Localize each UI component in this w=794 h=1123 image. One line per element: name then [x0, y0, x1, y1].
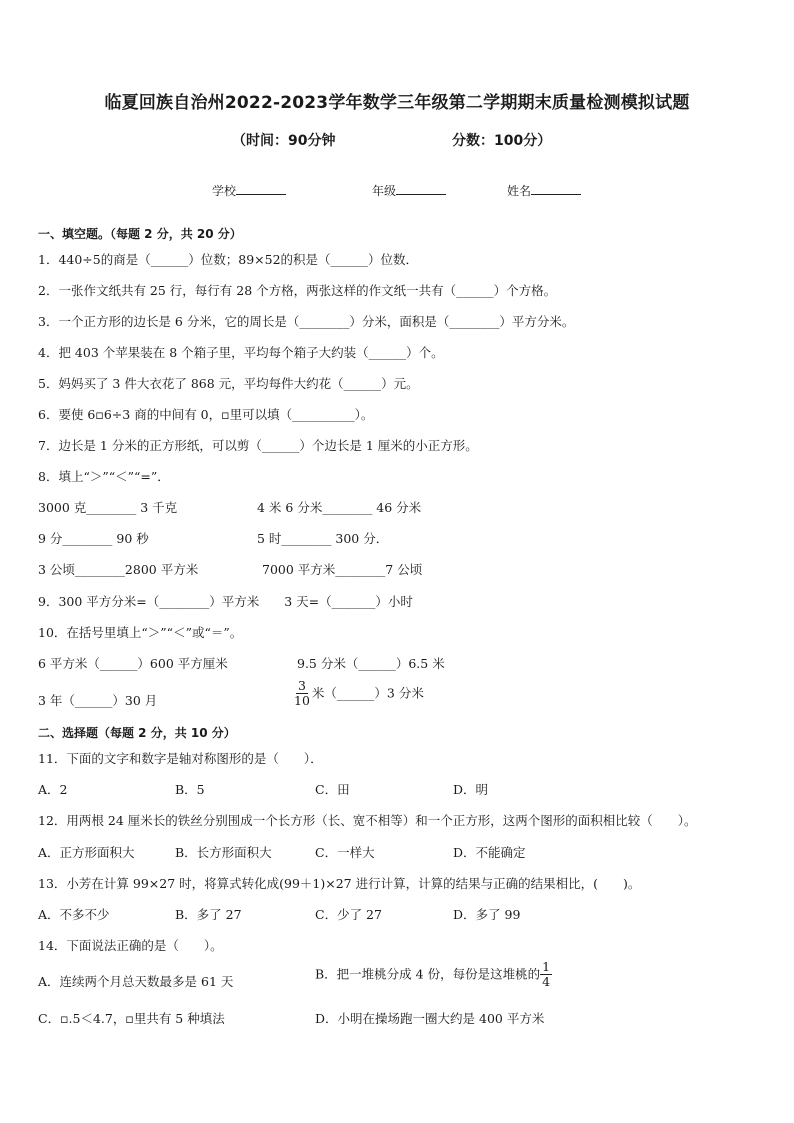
grade-field[interactable]	[372, 182, 446, 199]
question-8: 8．填上“＞”“＜”“=”．	[38, 469, 170, 484]
fraction-1-4	[540, 960, 552, 990]
question-3: 3．一个正方形的边长是 6 分米，它的周长是（________）分米，面积是（________）平方分米。	[38, 314, 575, 329]
q11-option-b[interactable]: B．5	[175, 782, 205, 797]
question-4: 4．把 403 个苹果装在 8 个箱子里，平均每个箱子大约装（______）个。	[38, 345, 444, 360]
school-label: 学校	[212, 184, 237, 198]
q10-row-2-right-text: 米（______）3 分米	[311, 685, 424, 701]
q10-row-1-right: 9.5 分米（______）6.5 米	[297, 656, 445, 671]
exam-score: 分数：100分）	[452, 133, 552, 149]
q10-row-2-left: 3 年（______）30 月	[38, 693, 158, 708]
grade-label: 年级	[372, 184, 397, 198]
q8-row-2-left: 9 分________ 90 秒	[38, 531, 149, 546]
q8-row-3-right: 7000 平方米________7 公顷	[262, 562, 423, 577]
q8-row-1-left: 3000 克________ 3 千克	[38, 500, 178, 515]
exam-time: （时间：90分钟	[232, 133, 336, 149]
q8-row-3-left: 3 公顷________2800 平方米	[38, 562, 199, 577]
q8-row-2-right: 5 时________ 300 分．	[257, 531, 389, 546]
question-11: 11．下面的文字和数字是轴对称图形的是（ ）．	[38, 751, 323, 766]
question-10: 10．在括号里填上“＞”“＜”或“＝”。	[38, 625, 243, 640]
question-9: 9．300 平方分米=（________）平方米 3 天=（_______）小时	[38, 594, 413, 609]
question-6: 6．要使 6▫6÷3 商的中间有 0，▫里可以填（__________）。	[38, 407, 374, 422]
name-label: 姓名	[507, 184, 532, 198]
section-2-heading: 二、选择题（每题 2 分，共 10 分）	[38, 726, 236, 740]
q11-option-d[interactable]: D．明	[453, 782, 489, 797]
fraction-3-10	[292, 679, 312, 709]
fraction-numerator: 3	[297, 678, 306, 693]
q14-option-b-text: B．把一堆桃分成 4 份，每份是这堆桃的	[315, 966, 541, 982]
page-title: 临夏回族自治州2022-2023学年数学三年级第二学期期末质量检测模拟试题	[104, 93, 690, 113]
q13-option-a[interactable]: A．不多不少	[38, 907, 110, 922]
name-blank[interactable]	[531, 182, 581, 195]
q13-option-c[interactable]: C．少了 27	[315, 907, 382, 922]
q14-option-b[interactable]	[315, 960, 552, 990]
q14-option-c[interactable]: C．▫.5＜4.7，▫里共有 5 种填法	[38, 1011, 225, 1026]
q10-row-2-right	[292, 679, 424, 709]
q8-row-1-right: 4 米 6 分米________ 46 分米	[257, 500, 422, 515]
grade-blank[interactable]	[396, 182, 446, 195]
q12-option-a[interactable]: A．正方形面积大	[38, 845, 135, 860]
fraction-numerator: 1	[542, 959, 551, 974]
name-field[interactable]	[507, 182, 581, 199]
q12-option-b[interactable]: B．长方形面积大	[175, 845, 272, 860]
question-1: 1．440÷5的商是（______）位数；89×52的积是（______）位数．	[38, 252, 419, 267]
school-field[interactable]	[212, 182, 286, 199]
question-5: 5．妈妈买了 3 件大衣花了 868 元，平均每件大约花（______）元。	[38, 376, 419, 391]
fraction-denominator: 4	[542, 974, 551, 990]
question-7: 7．边长是 1 分米的正方形纸，可以剪（______）个边长是 1 厘米的小正方形。	[38, 438, 478, 453]
question-14: 14．下面说法正确的是（ ）。	[38, 938, 223, 953]
q14-option-a[interactable]: A．连续两个月总天数最多是 61 天	[38, 974, 234, 989]
question-2: 2．一张作文纸共有 25 行，每行有 28 个方格，两张这样的作文纸一共有（______）个方格。	[38, 283, 557, 298]
section-1-heading: 一、填空题。（每题 2 分，共 20 分）	[38, 227, 242, 241]
q12-option-c[interactable]: C．一样大	[315, 845, 375, 860]
q11-option-c[interactable]: C．田	[315, 782, 350, 797]
q14-option-d[interactable]: D．小明在操场跑一圈大约是 400 平方米	[315, 1011, 545, 1026]
q10-row-1-left: 6 平方米（______）600 平方厘米	[38, 656, 228, 671]
fraction-denominator: 10	[294, 693, 310, 709]
q11-option-a[interactable]: A．2	[38, 782, 68, 797]
q13-option-b[interactable]: B．多了 27	[175, 907, 242, 922]
q13-option-d[interactable]: D．多了 99	[453, 907, 521, 922]
q12-option-d[interactable]: D．不能确定	[453, 845, 526, 860]
school-blank[interactable]	[236, 182, 286, 195]
question-13: 13．小芳在计算 99×27 时，将算式转化成(99＋1)×27 进行计算，计算的结果与正确的结果相比，( )。	[38, 876, 641, 891]
question-12: 12．用两根 24 厘米长的铁丝分别围成一个长方形（长、宽不相等）和一个正方形，这两个图形的面积相比较（ ）。	[38, 813, 697, 828]
